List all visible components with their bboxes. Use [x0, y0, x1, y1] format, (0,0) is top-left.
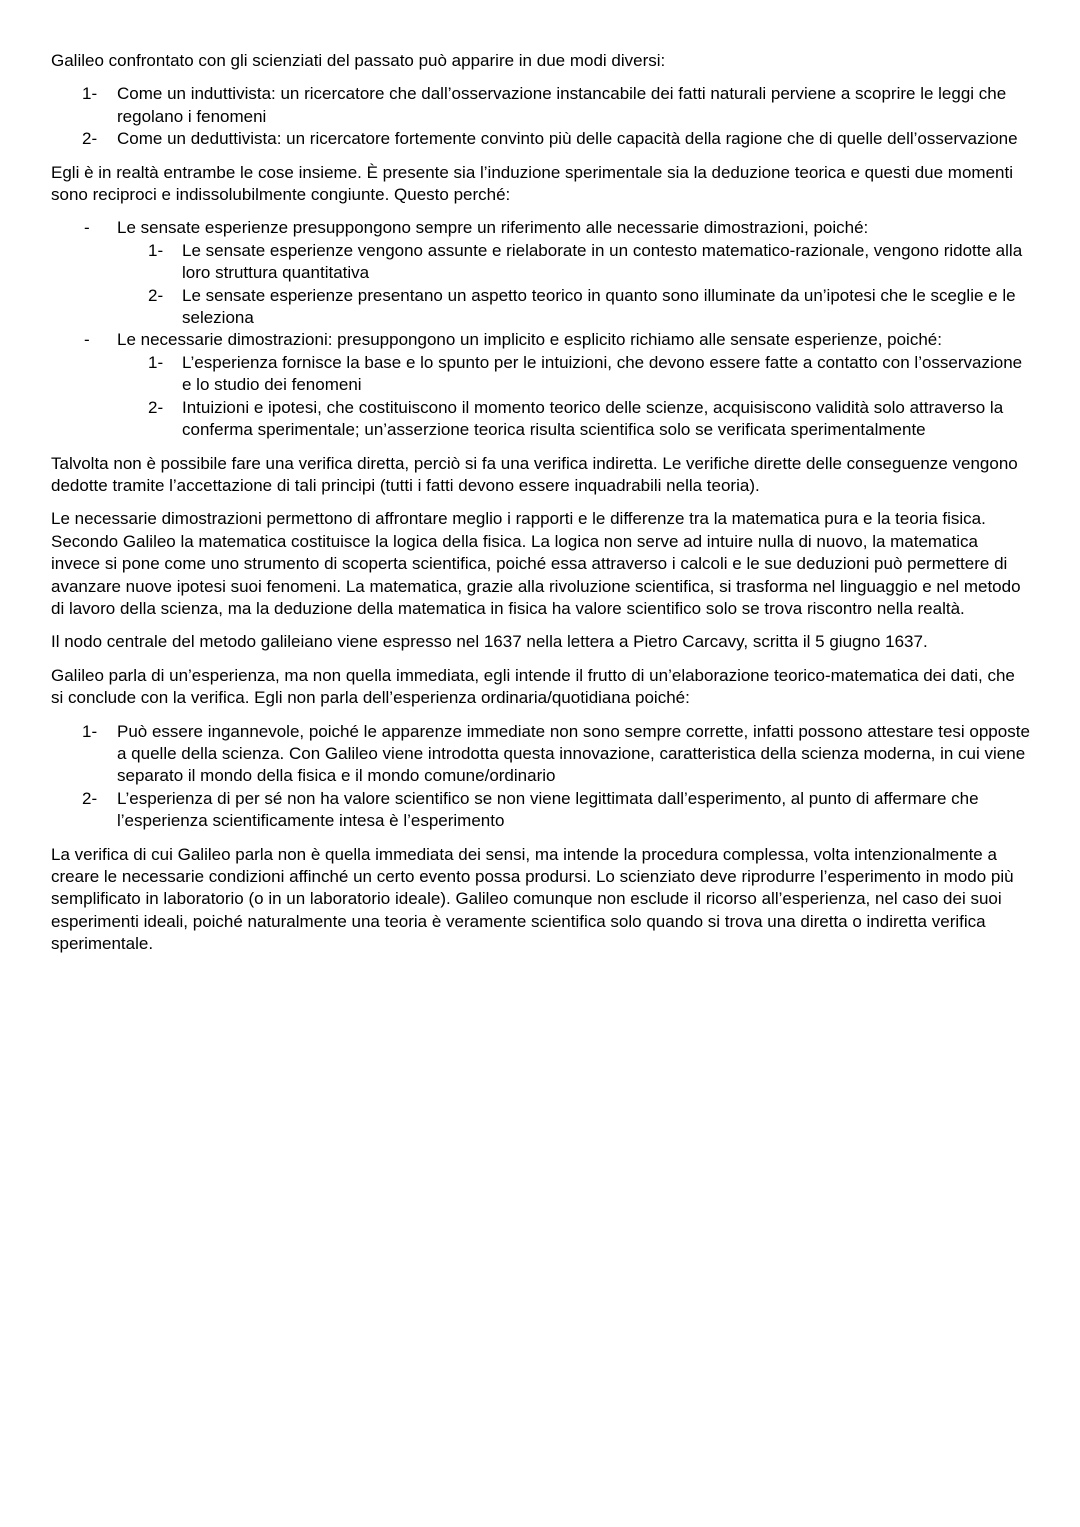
sub-list-item [51, 397, 1031, 442]
list-item-text: Come un induttivista: un ricercatore che dall’osservazione instancabile dei fatti naturali perviene a scoprire le leggi che regolano i fenomeni [117, 84, 1007, 126]
numbered-list-methods [51, 83, 1031, 150]
list-marker: 1- [82, 84, 98, 104]
list-item [51, 788, 1031, 833]
paragraph-carcavy: Il nodo centrale del metodo galileiano viene espresso nel 1637 nella lettera a Pietro Carcavy, scritta il 5 giugno 1637. [51, 632, 928, 652]
numbered-list-experience [51, 721, 1031, 833]
list-item-text: Le sensate esperienze vengono assunte e rielaborate in un contesto matematico-razionale, vengono ridotte alla loro struttura quantitativa [182, 240, 1023, 283]
list-marker: 2- [148, 285, 164, 305]
paragraph-mathematics: Le necessarie dimostrazioni permettono di affrontare meglio i rapporti e le differenze tra la matematica pura e la teoria fisica. Secondo Galileo la matematica costituisce la logica della fisica. La logica non serve ad intuire nulla di nuovo, la matematica invece si pone come uno strumento di scoperta scientifica, poiché essa attraverso i calcoli e le sue deduzioni può permettere di avanzare nuove ipotesi suoi fenomeni. La matematica, grazie alla rivoluzione scientifica, si trasforma nel linguaggio e nel metodo di lavoro della scienza, ma la deduzione della matematica in fisica ha valore scientifico solo se trova riscontro nella realtà. [51, 509, 1021, 618]
list-item-text: Può essere ingannevole, poiché le apparenze immediate non sono sempre corrette, infatti possono attestare tesi opposte a quelle della scienza. Con Galileo viene introdotta questa innovazione, caratteristica della scienza moderna, in cui viene separato il mondo della fisica e il mondo comune/ordinario [117, 721, 1030, 786]
list-marker: 2- [148, 397, 164, 417]
list-item-text: Le sensate esperienze presuppongono sempre un riferimento alle necessarie dimostrazioni, poiché: [117, 218, 869, 238]
sub-list-item [51, 285, 1031, 330]
document-page [51, 50, 1031, 967]
paragraph-experience: Galileo parla di un’esperienza, ma non quella immediata, egli intende il frutto di un’elaborazione teorico-matematica dei dati, che si conclude con la verifica. Egli non parla dell’esperienza ordinaria/quotidiana poiché: [51, 665, 1015, 708]
list-marker: 2- [82, 129, 98, 149]
list-marker: - [84, 330, 90, 350]
list-marker: 1- [148, 240, 164, 260]
list-item-text: L’esperienza di per sé non ha valore scientifico se non viene legittimata dall’esperimento, al punto di affermare che l’esperienza scientificamente intesa è l’esperimento [117, 788, 979, 831]
paragraph-intro: Galileo confrontato con gli scienziati del passato può apparire in due modi diversi: [51, 51, 666, 70]
list-item [51, 721, 1031, 788]
list-marker: - [84, 218, 90, 238]
dash-list-reasons [51, 217, 1031, 441]
list-item-text: Come un deduttivista: un ricercatore fortemente convinto più delle capacità della ragione che di quelle dell’osservazione [117, 129, 1018, 149]
list-marker: 1- [148, 352, 164, 372]
list-item-text: L’esperienza fornisce la base e lo spunto per le intuizioni, che devono essere fatte a contatto con l’osservazione e lo studio dei fenomeni [182, 352, 1023, 395]
sub-list-item [51, 240, 1031, 285]
list-marker: 1- [82, 721, 98, 741]
list-item-text: Intuizioni e ipotesi, che costituiscono il momento teorico delle scienze, acquisiscono validità solo attraverso la conferma sperimentale; un’asserzione teorica risulta scientifica solo se verificata sperimentalmente [182, 397, 1004, 440]
list-item-text: Le necessarie dimostrazioni: presuppongono un implicito e esplicito richiamo alle sensate esperienze, poiché: [117, 330, 942, 350]
list-item [51, 329, 1031, 351]
sub-list-item [51, 352, 1031, 397]
list-item [51, 217, 1031, 239]
list-item [51, 83, 1031, 128]
paragraph-verification: Talvolta non è possibile fare una verifica diretta, perciò si fa una verifica indiretta. Le verifiche dirette delle conseguenze vengono dedotte tramite l’accettazione di tali principi (tutti i fatti devono essere inquadrabili nella teoria). [51, 453, 1018, 495]
paragraph-conclusion: La verifica di cui Galileo parla non è quella immediata dei sensi, ma intende la procedura complessa, volta intenzionalmente a creare le necessarie condizioni affinché un certo evento possa prodursi. Lo scienziato deve riprodurre l’esperimento in modo più semplificato in laboratorio (o in un laboratorio ideale). Galileo comunque non esclude il ricorso all’esperienza, nel caso dei suoi esperimenti ideali, poiché naturalmente una teoria è veramente scientifica solo quando si trova una diretta o indiretta verifica sperimentale. [51, 844, 1014, 954]
paragraph-both: Egli è in realtà entrambe le cose insieme. È presente sia l’induzione sperimentale sia la deduzione teorica e questi due momenti sono reciproci e indissolubilmente congiunte. Questo perché: [51, 162, 1013, 205]
list-marker: 2- [82, 788, 98, 808]
list-item-text: Le sensate esperienze presentano un aspetto teorico in quanto sono illuminate da un’ipotesi che le sceglie e le seleziona [182, 285, 1016, 328]
list-item [51, 128, 1031, 150]
